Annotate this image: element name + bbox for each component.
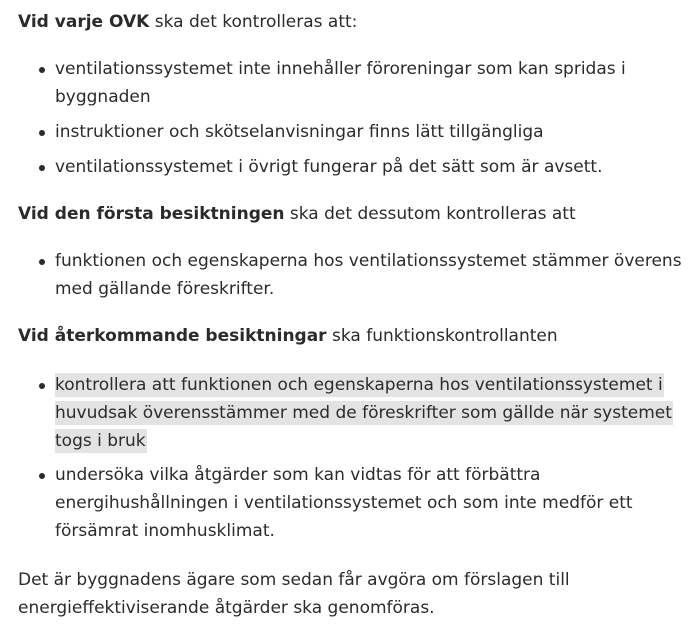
section-3-list [18,371,686,545]
list-item: funktionen och egenskaperna hos ventilationssystemet stämmer överens med gällande föreskrifter. [18,247,686,303]
section-1-heading-text: ska det kontrolleras att: [149,12,358,32]
closing-paragraph: Det är byggnadens ägare som sedan får avgöra om förslagen till energieffektiviserande åtgärder ska genomföras. [18,570,570,618]
section-2-list [18,247,686,303]
list-item-highlighted [18,371,686,455]
list-item: ventilationssystemet inte innehåller föroreningar som kan spridas i byggnaden [18,55,686,111]
section-3-heading-bold: Vid återkommande besiktningar [18,326,327,346]
section-1-heading [18,8,686,36]
section-2-heading-text: ska det dessutom kontrolleras att [284,204,576,224]
section-3-heading [18,322,686,350]
section-2-heading [18,200,686,228]
list-item: undersöka vilka åtgärder som kan vidtas för att förbättra energihushållningen i ventilationssystemet och som inte medför ett försämrat inomhusklimat. [18,461,686,545]
list-item: instruktioner och skötselanvisningar finns lätt tillgängliga [18,118,686,146]
section-3-heading-text: ska funktionskontrollanten [326,326,558,346]
list-item: ventilationssystemet i övrigt fungerar på det sätt som är avsett. [18,153,686,181]
section-1-heading-bold: Vid varje OVK [18,12,150,32]
highlighted-text: kontrollera att funktionen och egenskaperna hos ventilationssystemet i huvudsak överensstämmer med de föreskrifter som gällde när systemet togs i bruk [55,375,672,451]
section-1-list [18,55,686,181]
section-2-heading-bold: Vid den första besiktningen [18,204,285,224]
